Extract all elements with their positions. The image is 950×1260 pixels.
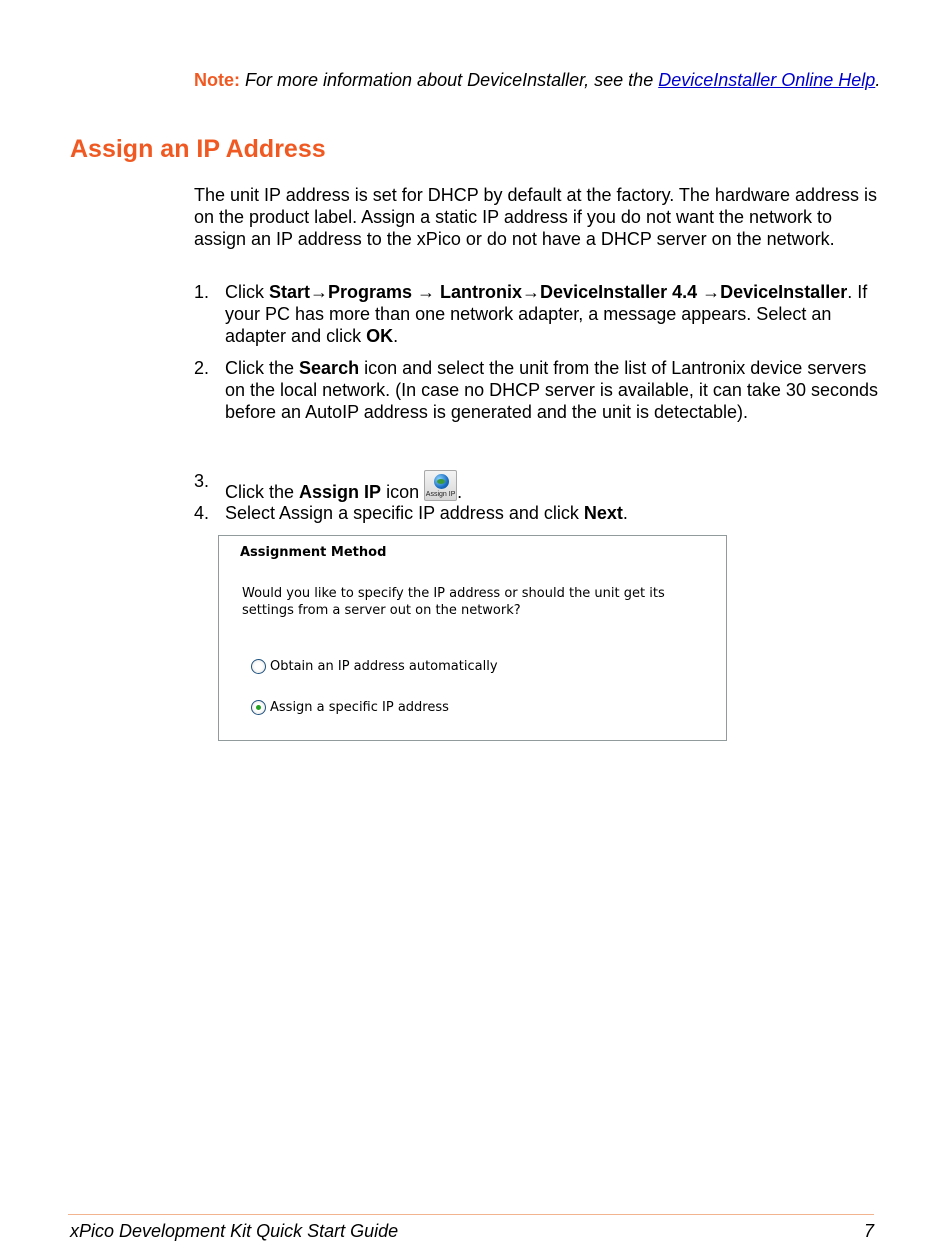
dialog-title: Assignment Method (240, 545, 387, 560)
step-number: 4. (194, 503, 210, 523)
note-paragraph (194, 69, 884, 91)
note-text: For more information about DeviceInstaller, see the (240, 70, 659, 90)
step-number: 3. (194, 471, 210, 491)
option-label: Obtain an IP address automatically (270, 659, 498, 674)
assign-ip-label: Assign IP (299, 482, 382, 502)
step-text: icon (381, 482, 425, 502)
step-text: icon and select the unit from the list of Lantronix device servers on the local network. (In case no DHCP server is available, it can take 30 seconds before an AutoIP address is generated and the unit is detectable). (225, 358, 879, 422)
step-2 (194, 357, 884, 423)
assign-specific-ip-option[interactable] (251, 700, 449, 715)
menu-path: Start→Programs → Lantronix→DeviceInstaller 4.4 →DeviceInstaller (269, 282, 848, 302)
obtain-ip-automatically-option[interactable] (251, 659, 498, 674)
footer-title: xPico Development Kit Quick Start Guide (70, 1221, 399, 1241)
assign-ip-icon-caption: Assign IP (425, 491, 456, 498)
step-3 (194, 470, 884, 503)
note-end: . (875, 70, 881, 90)
globe-icon (434, 474, 449, 489)
deviceinstaller-help-link[interactable]: DeviceInstaller Online Help (658, 70, 876, 90)
next-label: Next (583, 503, 623, 523)
option-label: Assign a specific IP address (270, 700, 449, 715)
step-text: . (622, 503, 628, 523)
step-text: Select Assign a specific IP address and click (225, 503, 584, 523)
radio-button-unselected[interactable] (251, 659, 266, 674)
step-text: Click the (225, 482, 300, 502)
step-number: 1. (194, 282, 210, 302)
page-number: 7 (863, 1221, 874, 1241)
step-text: . (393, 326, 399, 346)
ok-label: OK (366, 326, 394, 346)
section-heading: Assign an IP Address (70, 135, 326, 163)
step-number: 2. (194, 358, 210, 378)
assignment-method-dialog (218, 535, 727, 741)
note-label: Note: (194, 70, 240, 90)
radio-button-selected[interactable] (251, 700, 266, 715)
assign-ip-icon[interactable] (424, 470, 457, 501)
footer-divider (68, 1214, 874, 1215)
search-label: Search (299, 358, 360, 378)
dialog-question: Would you like to specify the IP address or should the unit get its settings from a server out on the network? (242, 586, 665, 618)
step-4 (194, 502, 884, 524)
intro-paragraph: The unit IP address is set for DHCP by default at the factory. The hardware address is on the product label. Assign a static IP address if you do not want the network to assign an IP address to the xPico or do not have a DHCP server on the network. (194, 185, 878, 249)
step-text: Click (225, 282, 269, 302)
step-text: Click the (225, 358, 300, 378)
step-1 (194, 281, 884, 347)
step-text: . (457, 482, 463, 502)
step-text: . If your PC has more than one network adapter, a message appears. Select an adapter and click (225, 282, 868, 346)
